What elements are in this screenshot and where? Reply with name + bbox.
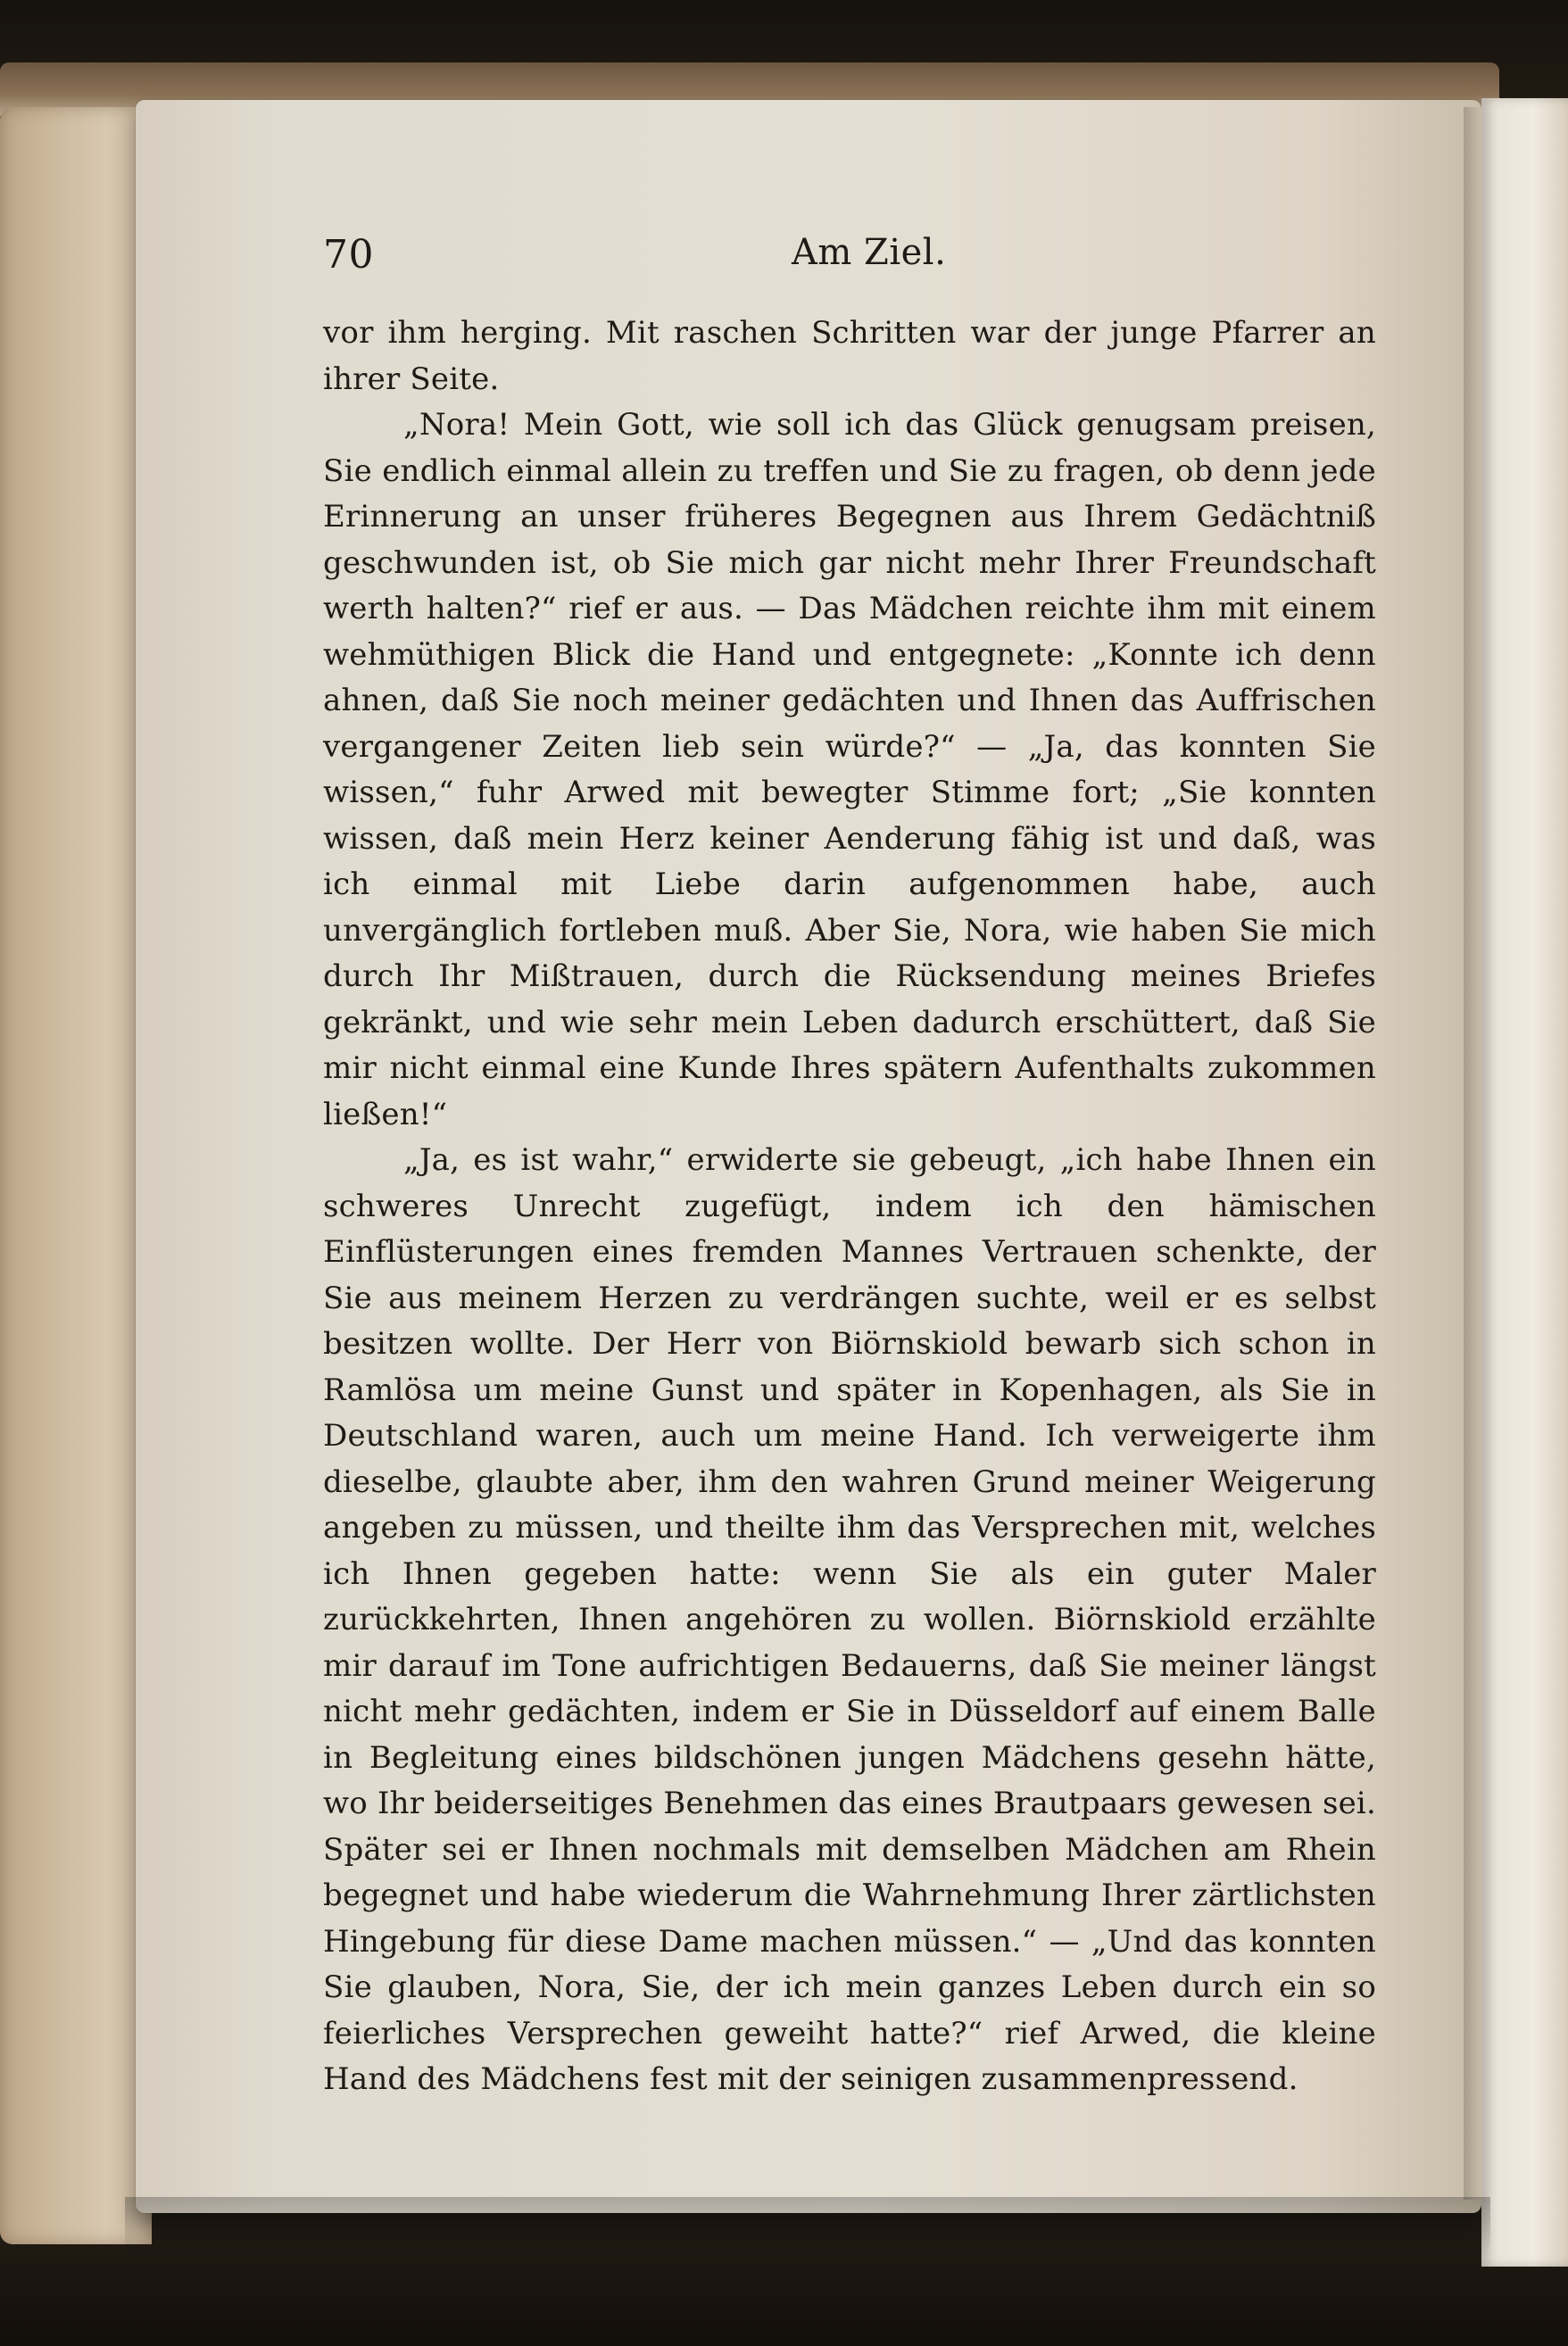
paragraph-3: „Ja, es ist wahr,“ erwiderte sie gebeugt, „ich habe Ihnen ein schweres Unrecht zugefügt, indem ich den hämischen Einflüsterungen eines fremden Mannes Vertrauen schenkte, der Sie aus meinem Herzen zu verdrängen suchte, weil er es selbst besitzen wollte. Der Herr von Biörnskiold bewarb sich schon in Ramlösa um meine Gunst und später in Kopenhagen, als Sie in Deutschland waren, auch um meine Hand. Ich verweigerte ihm dieselbe, glaubte aber, ihm den wahren Grund meiner Weigerung angeben zu müssen, und theilte ihm das Versprechen mit, welches ich Ihnen gegeben hatte: wenn Sie als ein guter Maler zurückkehrten, Ihnen angehören zu wollen. Biörnskiold erzählte mir darauf im Tone aufrichtigen Bedauerns, daß Sie meiner längst nicht mehr gedächten, indem er Sie in Düsseldorf auf einem Balle in Begleitung eines bildschönen jungen Mädchens gesehn hätte, wo Ihr beiderseitiges Benehmen das eines Brautpaars gewesen sei. Später sei er Ihnen nochmals mit demselben Mädchen am Rhein begegnet und habe wiederum die Wahrnehmung Ihrer zärtlichsten Hingebung für diese Dame machen müssen.“ — „Und das konnten Sie glauben, Nora, Sie, der ich mein ganzes Leben durch ein so feierliches Versprechen geweiht hatte?“ rief Arwed, die kleine Hand des Mädchens fest mit der seinigen zusammenpressend.	[323, 1142, 1376, 2097]
book-page-edges	[0, 107, 152, 2244]
page-content	[323, 232, 1376, 2103]
paragraph-1: vor ihm herging. Mit raschen Schritten war der junge Pfarrer an ihrer Seite.	[323, 315, 1376, 397]
page-number: 70	[323, 232, 374, 278]
running-head	[323, 232, 1376, 294]
paragraph-2: „Nora! Mein Gott, wie soll ich das Glück genugsam preisen, Sie endlich einmal allein zu treffen und Sie zu fragen, ob denn jede Erinnerung an unser früheres Begegnen aus Ihrem Gedächtniß geschwunden ist, ob Sie mich gar nicht mehr Ihrer Freundschaft werth halten?“ rief er aus. — Das Mädchen reichte ihm mit einem wehmüthigen Blick die Hand und entgegnete: „Konnte ich denn ahnen, daß Sie noch meiner gedächten und Ihnen das Auffrischen vergangener Zeiten lieb sein würde?“ — „Ja, das konnten Sie wissen,“ fuhr Arwed mit bewegter Stimme fort; „Sie konnten wissen, daß mein Herz keiner Aenderung fähig ist und daß, was ich einmal mit Liebe darin aufgenommen habe, auch unvergänglich fortleben muß. Aber Sie, Nora, wie haben Sie mich durch Ihr Mißtrauen, durch die Rücksendung meines Briefes gekränkt, und wie sehr mein Leben dadurch erschüttert, daß Sie mir nicht einmal eine Kunde Ihres spätern Aufenthalts zukommen ließen!“	[323, 407, 1376, 1132]
adjacent-page	[1481, 98, 1568, 2267]
page-bottom-shadow	[125, 2197, 1490, 2255]
book-gutter-shadow	[1464, 107, 1481, 2200]
running-head-title: Am Ziel.	[792, 232, 947, 273]
